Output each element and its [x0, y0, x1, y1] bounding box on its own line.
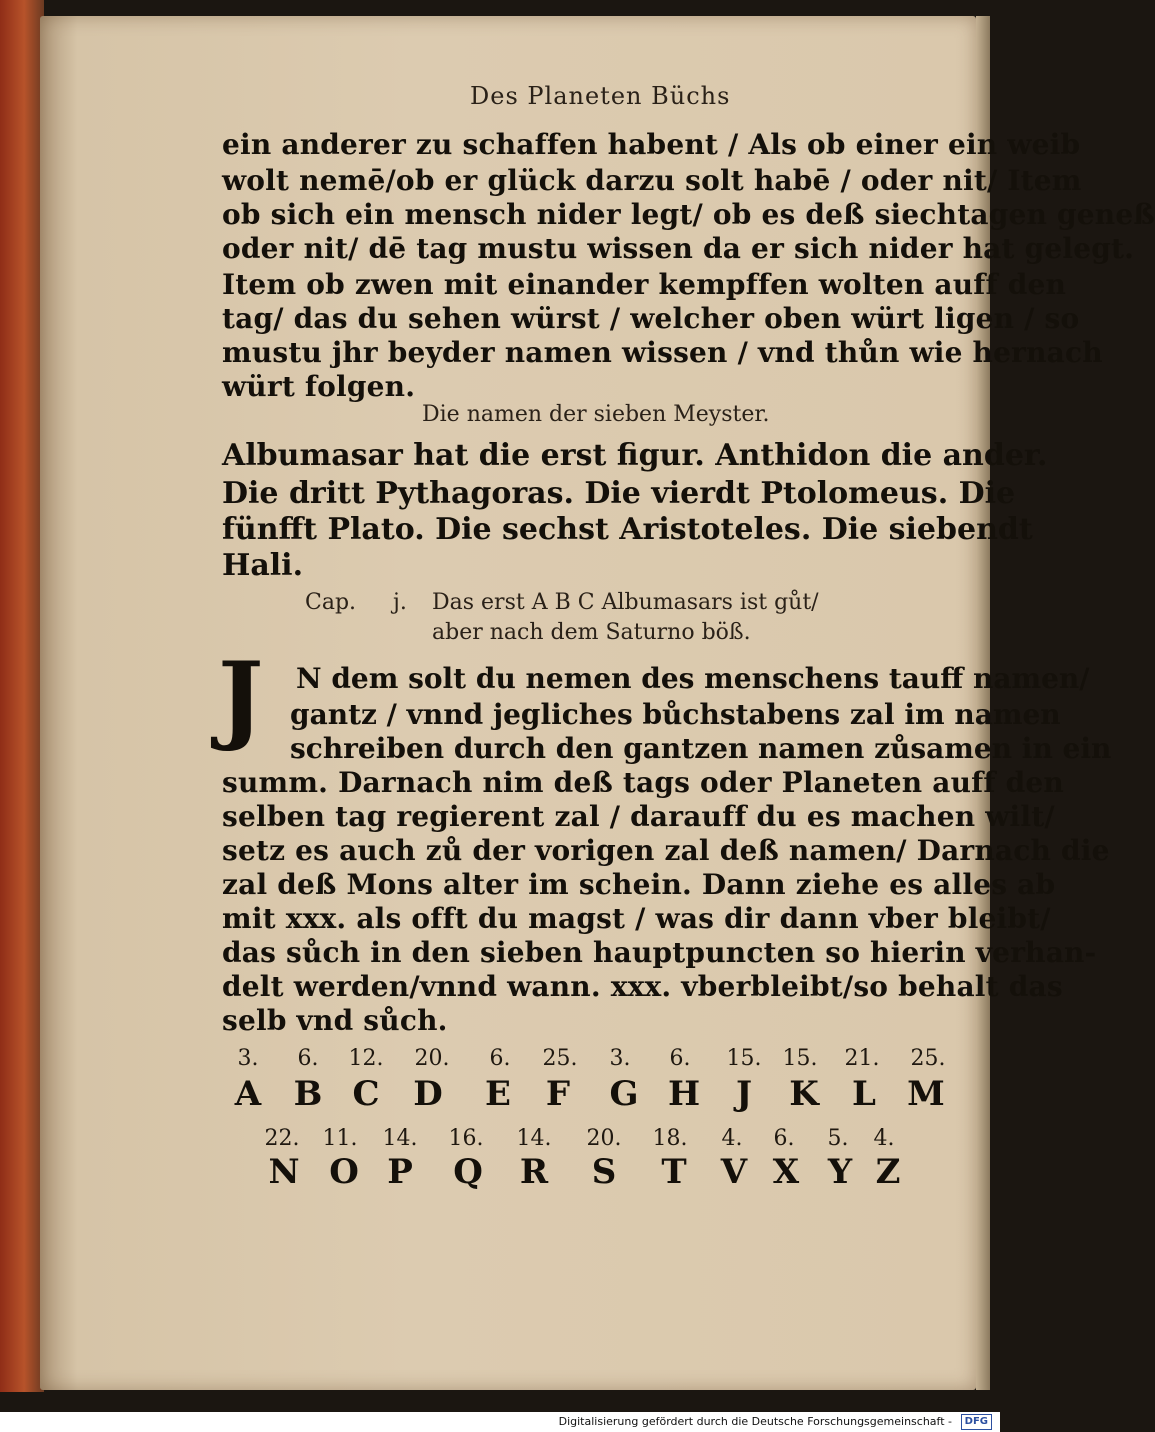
masters-line: Hali. [222, 548, 304, 583]
alphabet-letter: X [772, 1152, 800, 1192]
alphabet-letter: A [234, 1074, 262, 1114]
alphabet-letter: Q [453, 1152, 483, 1192]
paragraph2-line: zal deß Mons alter im schein. Dann ziehe es alles ab [222, 868, 1056, 901]
paragraph2-line: mit xxx. als offt du magst / was dir dann vber bleibt/ [222, 902, 1051, 935]
paragraph1-line: mustu jhr beyder namen wissen / vnd thůn wie hernach [222, 336, 1103, 369]
alphabet-letter: Z [875, 1152, 901, 1192]
alphabet-letter: G [609, 1074, 639, 1114]
alphabet-number: 4. [873, 1126, 895, 1151]
paragraph1-line: ob sich ein mensch nider legt/ ob es deß siechtagen geneß [222, 198, 1155, 231]
subheading: Die namen der sieben Meyster. [422, 402, 770, 427]
paragraph2-line: setz es auch zů der vorigen zal deß namen/ Darnach die [222, 834, 1110, 867]
alphabet-number: 6. [489, 1046, 511, 1071]
alphabet-letter: F [545, 1074, 571, 1114]
masters-line: Albumasar hat die erst figur. Anthidon die ander. [222, 438, 1048, 473]
alphabet-number: 14. [382, 1126, 418, 1151]
alphabet-letter: R [519, 1152, 549, 1192]
alphabet-number: 20. [586, 1126, 622, 1151]
alphabet-number: 15. [782, 1046, 818, 1071]
paragraph2-line: selb vnd sůch. [222, 1004, 448, 1037]
alphabet-number: 22. [264, 1126, 300, 1151]
alphabet-letter: D [413, 1074, 443, 1114]
paragraph2-indented-line: schreiben durch den gantzen namen zůsamen in ein [290, 732, 1112, 765]
paragraph2-first-line: N dem solt du nemen des menschens tauff namen/ [296, 662, 1090, 695]
alphabet-number: 6. [297, 1046, 319, 1071]
alphabet-number: 3. [237, 1046, 259, 1071]
paragraph1-line: oder nit/ dē tag mustu wissen da er sich nider hat gelegt. [222, 232, 1135, 265]
chapter-label: Cap. [305, 590, 357, 615]
alphabet-letter: V [720, 1152, 748, 1192]
alphabet-number: 20. [414, 1046, 450, 1071]
dfg-logo: DFG [961, 1414, 992, 1430]
alphabet-letter: E [485, 1074, 511, 1114]
alphabet-letter: L [852, 1074, 876, 1114]
paragraph2-line: summ. Darnach nim deß tags oder Planeten auff den [222, 766, 1064, 799]
alphabet-letter: J [735, 1074, 753, 1114]
masters-line: Die dritt Pythagoras. Die vierdt Ptolomeus. Die [222, 476, 1016, 511]
alphabet-letter: N [268, 1152, 300, 1192]
alphabet-number: 25. [542, 1046, 578, 1071]
masters-line: fünfft Plato. Die sechst Aristoteles. Die siebendt [222, 512, 1033, 547]
alphabet-letter: H [667, 1074, 701, 1114]
paragraph1-line: wolt nemē/ob er glück darzu solt habē / oder nit/ Item [222, 164, 1082, 197]
chapter-title-line1: Das erst A B C Albumasars ist gůt/ [432, 590, 819, 615]
alphabet-number: 12. [348, 1046, 384, 1071]
footer-credit: Digitalisierung gefördert durch die Deutsche Forschungsgemeinschaft - [558, 1415, 952, 1428]
chapter-title-line2: aber nach dem Saturno böß. [432, 620, 751, 645]
drop-initial: J [218, 641, 264, 754]
alphabet-letter: S [591, 1152, 617, 1192]
paragraph1-line: ein anderer zu schaffen habent / Als ob einer ein weib [222, 128, 1081, 161]
chapter-number: j. [393, 590, 407, 615]
alphabet-letter: O [329, 1152, 359, 1192]
alphabet-number: 18. [652, 1126, 688, 1151]
alphabet-letter: Y [827, 1152, 853, 1192]
alphabet-number: 14. [516, 1126, 552, 1151]
alphabet-number: 4. [721, 1126, 743, 1151]
paragraph1-line: tag/ das du sehen würst / welcher oben würt ligen / so [222, 302, 1080, 335]
alphabet-letter: P [387, 1152, 413, 1192]
paragraph2-line: delt werden/vnnd wann. xxx. vberbleibt/so behalt das [222, 970, 1063, 1003]
alphabet-letter: T [661, 1152, 687, 1192]
paragraph2-line: das sůch in den sieben hauptpuncten so hierin verhan- [222, 936, 1097, 969]
alphabet-number: 3. [609, 1046, 631, 1071]
alphabet-number: 21. [844, 1046, 880, 1071]
alphabet-number: 6. [773, 1126, 795, 1151]
alphabet-letter: C [352, 1074, 380, 1114]
paragraph1-line: Item ob zwen mit einander kempffen wolten auff den [222, 268, 1067, 301]
alphabet-number: 16. [448, 1126, 484, 1151]
paragraph2-indented-line: gantz / vnnd jegliches bůchstabens zal im namen [290, 698, 1061, 731]
alphabet-number: 25. [910, 1046, 946, 1071]
alphabet-letter: M [907, 1074, 945, 1114]
alphabet-letter: B [293, 1074, 323, 1114]
book-spine [0, 0, 44, 1392]
alphabet-letter: K [789, 1074, 819, 1114]
paragraph2-line: selben tag regierent zal / darauff du es machen wilt/ [222, 800, 1055, 833]
alphabet-number: 5. [827, 1126, 849, 1151]
alphabet-number: 6. [669, 1046, 691, 1071]
alphabet-number: 11. [322, 1126, 358, 1151]
alphabet-number: 15. [726, 1046, 762, 1071]
paragraph1-line: würt folgen. [222, 370, 416, 403]
running-head: Des Planeten Büchs [470, 82, 731, 110]
